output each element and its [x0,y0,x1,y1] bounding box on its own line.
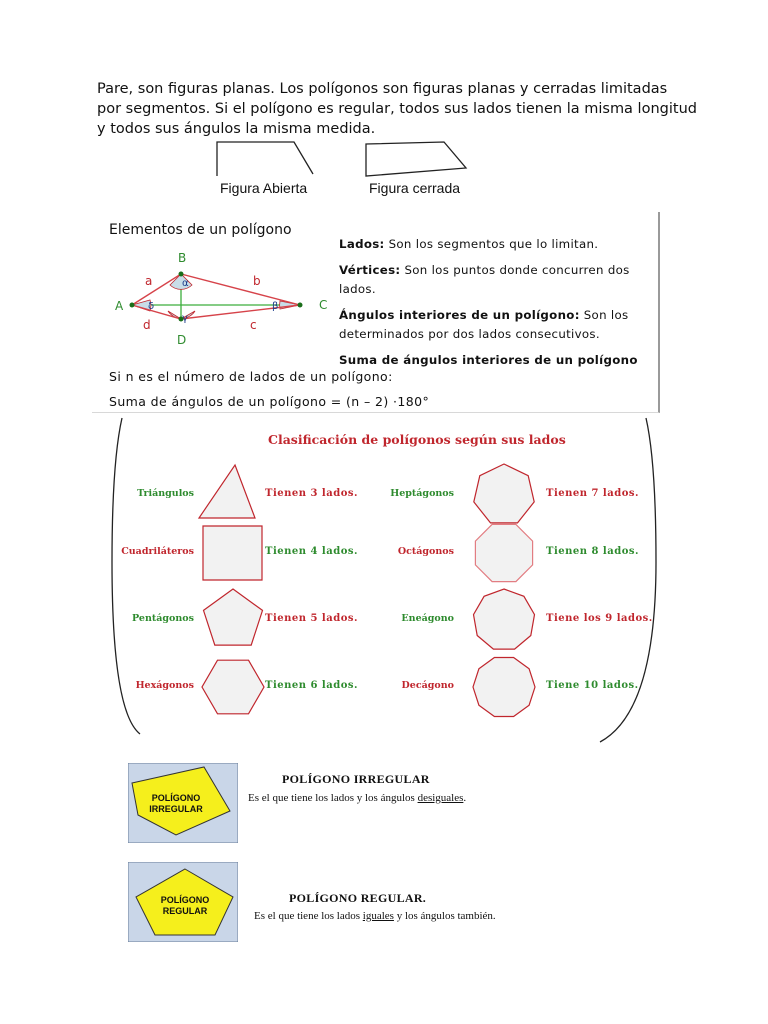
definitions-list [339,235,639,370]
definition-term: Lados: [339,237,385,251]
angle-label: α [182,278,189,289]
closed-figure-shape [366,142,466,176]
regular-badge-text [155,895,215,917]
polygon-type-name: Hexágonos [135,680,194,691]
irregular-polygon-description [248,792,466,804]
badge-line: POLÍGONO [151,793,201,803]
polygon-type-description: Tienen 5 lados. [265,613,358,624]
polygon-type-description: Tienen 3 lados. [265,488,358,499]
description-emphasis: iguales [362,910,394,922]
classification-title: Clasificación de polígonos según sus lados [268,432,566,447]
irregular-badge-text [146,793,206,815]
polygon-type-description: Tienen 6 lados. [265,680,358,691]
polygon-shape-6-sides [193,652,273,722]
description-text: . [463,792,467,804]
vertex-label: A [115,299,124,313]
definition-item [339,235,639,254]
polygon-elements-diagram [110,248,335,348]
polygon-shape-9-sides [464,585,544,655]
classification-frame [100,412,660,747]
open-figure-shape [217,142,313,176]
polygon-type-description: Tiene 10 lados. [546,680,639,691]
definition-term: Ángulos interiores de un polígono: [339,308,580,322]
description-text: Es el que tiene los lados y los ángulos [248,792,418,804]
definition-text: determinados por dos lados consecutivos. [339,327,600,341]
side-label: d [143,318,151,332]
n-definition-line: Si n es el número de lados de un polígono: [109,369,393,384]
polygon-type-name: Octágonos [397,546,454,557]
definition-text: lados. [339,282,376,296]
side-label: a [145,274,153,288]
side-label: b [253,274,261,288]
intro-line: por segmentos. Si el polígono es regular, todos sus lados tienen la misma longitud [97,101,697,117]
vertex-label: B [178,251,187,265]
intro-line: y todos sus ángulos la misma medida. [97,121,376,137]
sum-heading: Suma de ángulos interiores de un polígono [339,353,638,367]
open-figure-label: Figura Abierta [220,180,308,196]
polygon-shape-8-sides [464,518,544,588]
definition-item [339,306,639,344]
polygon-type-description: Tienen 7 lados. [546,488,639,499]
badge-line: REGULAR [162,906,208,916]
side-label: c [250,318,257,332]
intro-line: Pare, son figuras planas. Los polígonos son figuras planas y cerradas limitadas [97,81,668,97]
closed-figure-label: Figura cerrada [369,180,461,196]
kite-polygon [132,274,300,319]
polygon-type-name: Cuadriláteros [121,546,194,557]
polygon-type-name: Eneágono [401,613,454,624]
vertex-label: D [177,333,187,347]
description-text: y los ángulos también. [393,910,496,922]
polygon-shape-5-sides [193,585,273,655]
polygon-type-name: Triángulos [137,488,194,499]
polygon-type-description: Tienen 4 lados. [265,546,358,557]
polygon-type-description: Tiene los 9 lados. [546,613,653,624]
polygon-type-name: Heptágonos [390,488,454,499]
regular-polygon-title: POLÍGONO REGULAR. [289,891,427,905]
badge-line: IRREGULAR [149,804,203,814]
definition-text: Son los segmentos que lo limitan. [384,237,599,251]
description-text: Es el que tiene los lados [254,910,363,922]
angle-label: δ [148,301,155,312]
irregular-polygon-title: POLÍGONO IRREGULAR [282,772,430,786]
angle-label: γ [182,313,188,324]
definition-text: Son los [579,308,629,322]
polygon-shape-10-sides [464,652,544,722]
definition-text: Son los puntos donde concurren dos [400,263,630,277]
elements-title: Elementos de un polígono [109,222,292,238]
regular-polygon-description [254,910,496,922]
intro-paragraph [97,79,697,139]
definition-term: Vértices: [339,263,401,277]
polygon-type-name: Decágono [401,680,454,691]
vertex-label: C [319,298,328,312]
badge-line: POLÍGONO [160,895,210,905]
angle-sum-formula: Suma de ángulos de un polígono = (n – 2) ·180° [109,394,430,409]
polygon-shape-4-sides [193,518,273,588]
angle-label: β [272,301,279,312]
polygon-type-description: Tienen 8 lados. [546,546,639,557]
description-emphasis: desiguales [417,792,464,804]
definition-item [339,261,639,299]
polygon-type-name: Pentágonos [132,613,194,624]
